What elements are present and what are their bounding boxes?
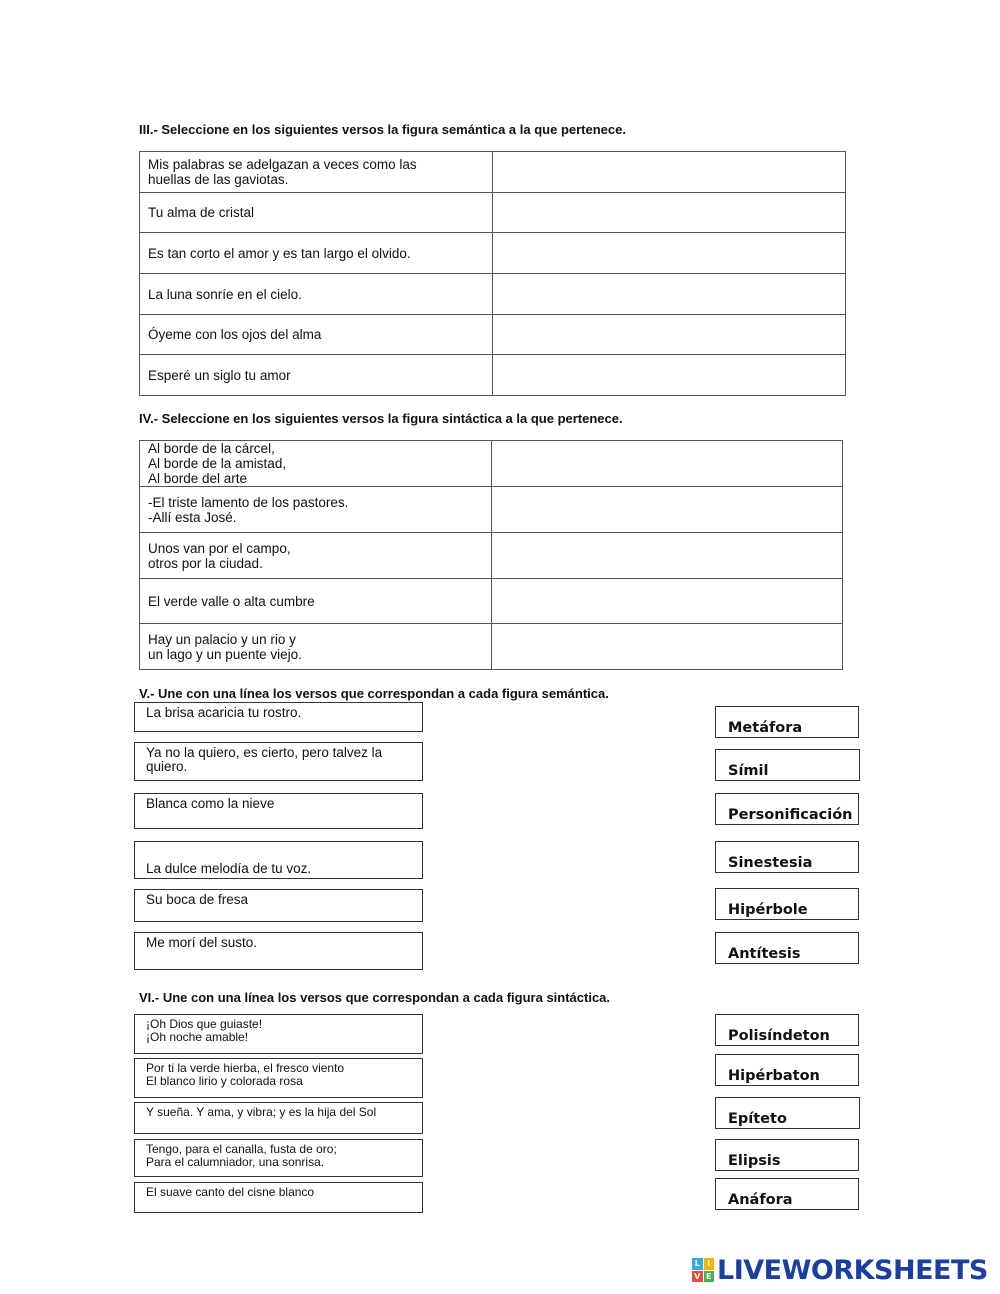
answer-cell[interactable] <box>492 355 845 396</box>
verse-cell: Óyeme con los ojos del alma <box>140 315 493 355</box>
logo-tile: L <box>692 1258 703 1270</box>
verse-cell: El verde valle o alta cumbre <box>140 579 492 624</box>
verse-box[interactable]: Blanca como la nieve <box>134 793 423 829</box>
verse-cell: -El triste lamento de los pastores. -Allí esta José. <box>140 487 492 533</box>
term-box-personificacion[interactable]: Personificación <box>715 793 859 825</box>
verse-box[interactable]: Ya no la quiero, es cierto, pero talvez la quiero. <box>134 742 423 781</box>
logo-tile: V <box>692 1271 703 1283</box>
term-box-metafora[interactable]: Metáfora <box>715 706 859 738</box>
section3-table <box>139 151 846 396</box>
answer-cell[interactable] <box>491 533 842 579</box>
term-box-epiteto[interactable]: Epíteto <box>715 1097 860 1129</box>
term-box-polisindeton[interactable]: Polisíndeton <box>715 1014 859 1046</box>
logo-tile: E <box>704 1271 715 1283</box>
verse-cell: Mis palabras se adelgazan a veces como las huellas de las gaviotas. <box>140 152 493 193</box>
term-box-hiperbaton[interactable]: Hipérbaton <box>715 1054 859 1086</box>
term-box-anafora[interactable]: Anáfora <box>715 1178 859 1210</box>
verse-cell: Unos van por el campo, otros por la ciudad. <box>140 533 492 579</box>
liveworksheets-logo <box>692 1254 988 1286</box>
section3-title: III.- Seleccione en los siguientes versos la figura semántica a la que pertenece. <box>139 122 626 137</box>
verse-box[interactable]: Su boca de fresa <box>134 889 423 922</box>
verse-box[interactable]: Y sueña. Y ama, y vibra; y es la hija del Sol <box>134 1102 423 1134</box>
term-box-antitesis[interactable]: Antítesis <box>715 932 859 964</box>
answer-cell[interactable] <box>491 487 842 533</box>
answer-cell[interactable] <box>492 152 845 193</box>
logo-text: LIVEWORKSHEETS <box>717 1254 988 1286</box>
answer-cell[interactable] <box>492 233 845 274</box>
answer-cell[interactable] <box>492 315 845 355</box>
section4-table <box>139 440 843 670</box>
verse-box[interactable]: El suave canto del cisne blanco <box>134 1182 423 1213</box>
verse-cell: Al borde de la cárcel, Al borde de la amistad, Al borde del arte <box>140 441 492 487</box>
verse-cell: Tu alma de cristal <box>140 193 493 233</box>
verse-cell: Hay un palacio y un rio y un lago y un puente viejo. <box>140 624 492 670</box>
verse-box[interactable]: Por ti la verde hierba, el fresco viento El blanco lirio y colorada rosa <box>134 1058 423 1098</box>
logo-tile: I <box>704 1258 715 1270</box>
term-box-hiperbole[interactable]: Hipérbole <box>715 888 859 920</box>
verse-box[interactable]: La brisa acaricia tu rostro. <box>134 702 423 732</box>
verse-cell: Esperé un siglo tu amor <box>140 355 493 396</box>
section5-title: V.- Une con una línea los versos que correspondan a cada figura semántica. <box>139 686 609 701</box>
liveworksheets-icon <box>692 1258 714 1282</box>
answer-cell[interactable] <box>491 624 842 670</box>
verse-cell: La luna sonríe en el cielo. <box>140 274 493 315</box>
verse-box[interactable]: La dulce melodía de tu voz. <box>134 841 423 879</box>
section4-title: IV.- Seleccione en los siguientes versos la figura sintáctica a la que pertenece. <box>139 411 623 426</box>
term-box-sinestesia[interactable]: Sinestesia <box>715 841 859 873</box>
answer-cell[interactable] <box>492 193 845 233</box>
verse-box[interactable]: Tengo, para el canalla, fusta de oro; Para el calumniador, una sonrisa. <box>134 1139 423 1177</box>
answer-cell[interactable] <box>492 274 845 315</box>
section6-title: VI.- Une con una línea los versos que correspondan a cada figura sintáctica. <box>139 990 611 1005</box>
answer-cell[interactable] <box>491 579 842 624</box>
term-box-elipsis[interactable]: Elipsis <box>715 1139 859 1171</box>
verse-cell: Es tan corto el amor y es tan largo el olvido. <box>140 233 493 274</box>
term-box-simil[interactable]: Símil <box>715 749 860 781</box>
verse-box[interactable]: ¡Oh Dios que guiaste! ¡Oh noche amable! <box>134 1014 423 1054</box>
answer-cell[interactable] <box>491 441 842 487</box>
verse-box[interactable]: Me morí del susto. <box>134 932 423 970</box>
